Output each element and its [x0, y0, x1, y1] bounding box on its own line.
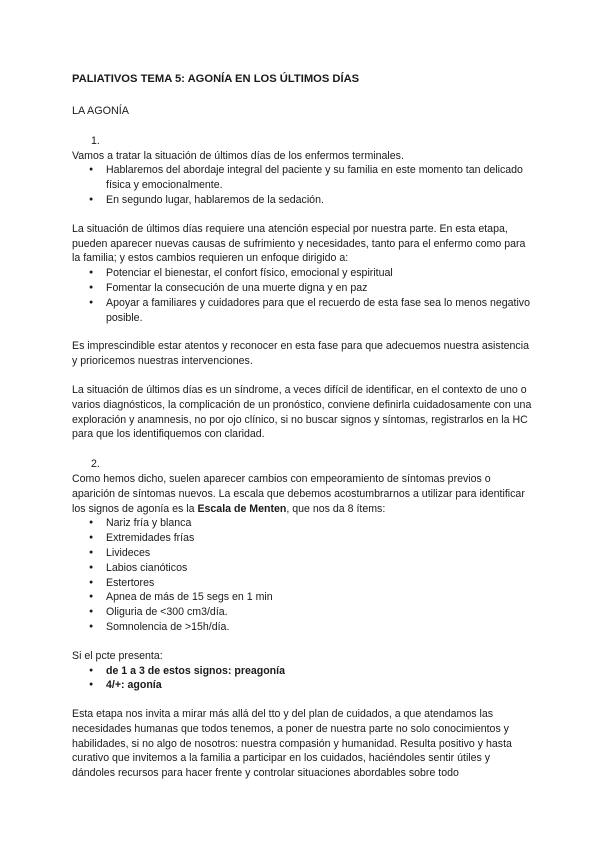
- final-paragraph: Esta etapa nos invita a mirar más allá del tto y del plan de cuidados, a que atendamos las necesidades humanas que todos tenemos, a poner de nuestra parte no solo conocimientos y habilidades, si no algo de nosotros: nuestra compasión y humanidad. Resulta positivo y hasta curativo que invitemos a la familia a participar en los cuidados, haciéndoles sentir útiles y dándoles recursos para hacer frente y controlar situaciones abordables sobre todo: [72, 708, 512, 780]
- document-page: [72, 62, 532, 781]
- list-item: ● En segundo lugar, hablaremos de la sedación.: [72, 193, 532, 208]
- list-item: ● Somnolencia de >15h/día.: [72, 620, 532, 635]
- section-number-2: 2.: [91, 458, 100, 471]
- menten-items-list: [72, 516, 532, 634]
- list-item: ● Hablaremos del abordaje integral del paciente y su familia en este momento tan delicado física y emocionalmente.: [72, 163, 532, 193]
- part2-intro-start: Como hemos dicho, suelen aparecer cambios con empeoramiento de síntomas previos o aparición de síntomas nuevos. La escala que debemos acostumbrarnos a utilizar para identificar los signos de agonía es la: [72, 472, 525, 515]
- list-item: ● Potenciar el bienestar, el confort físico, emocional y espiritual: [72, 266, 532, 281]
- list-item: ● Labios cianóticos: [72, 561, 532, 576]
- part1-paragraph-4: La situación de últimos días es un síndrome, a veces difícil de identificar, en el contexto de uno o varios diagnósticos, la complicación de un pronóstico, conviene definirla cuidadosamente con una exploración y anamnesis, no por ojo clínico, si no buscar signos y síntomas, registrarlos en la HC para que los identifiquemos con claridad.: [72, 383, 532, 441]
- list-item: ● Nariz fría y blanca: [72, 516, 532, 531]
- part1-intro: Vamos a tratar la situación de últimos días de los enfermos terminales.: [72, 149, 404, 162]
- list-item: ● Apoyar a familiares y cuidadores para que el recuerdo de esta fase sea lo menos negativo posible.: [72, 296, 532, 326]
- part1-paragraph-2: La situación de últimos días requiere una atención especial por nuestra parte. En esta etapa, pueden aparecer nuevas causas de sufrimiento y necesidades, tanto para el enfermo como para la familia; y estos cambios requieren un enfoque dirigido a:: [72, 222, 526, 265]
- document-title: PALIATIVOS TEMA 5: AGONÍA EN LOS ÚLTIMOS DÍAS: [72, 73, 360, 85]
- list-item: ● Livideces: [72, 546, 532, 561]
- list-item: ● de 1 a 3 de estos signos: preagonía: [72, 664, 532, 679]
- list-item: ● 4/+: agonía: [72, 678, 532, 693]
- list-item: ● Estertores: [72, 576, 532, 591]
- menten-scale-name: Escala de Menten: [197, 502, 287, 515]
- list-item: ● Fomentar la consecución de una muerte digna y en paz: [72, 281, 532, 296]
- part2-intro: [72, 472, 532, 516]
- part1-intro-list: [72, 163, 532, 207]
- part1-paragraph-3: Es imprescindible estar atentos y reconocer en esta fase para que adecuemos nuestra asistencia y prioricemos nuestras intervenciones.: [72, 340, 529, 368]
- list-item: ● Oliguria de <300 cm3/día.: [72, 605, 532, 620]
- section-number-1: 1.: [91, 134, 100, 147]
- if-patient-label: Si el pcte presenta:: [72, 649, 163, 662]
- part1-goals-list: [72, 266, 532, 325]
- list-item: ● Apnea de más de 15 segs en 1 min: [72, 590, 532, 605]
- classification-list: [72, 664, 532, 694]
- list-item: ● Extremidades frías: [72, 531, 532, 546]
- part2-intro-end: , que nos da 8 ítems:: [286, 502, 386, 515]
- section-heading: LA AGONÍA: [72, 105, 130, 117]
